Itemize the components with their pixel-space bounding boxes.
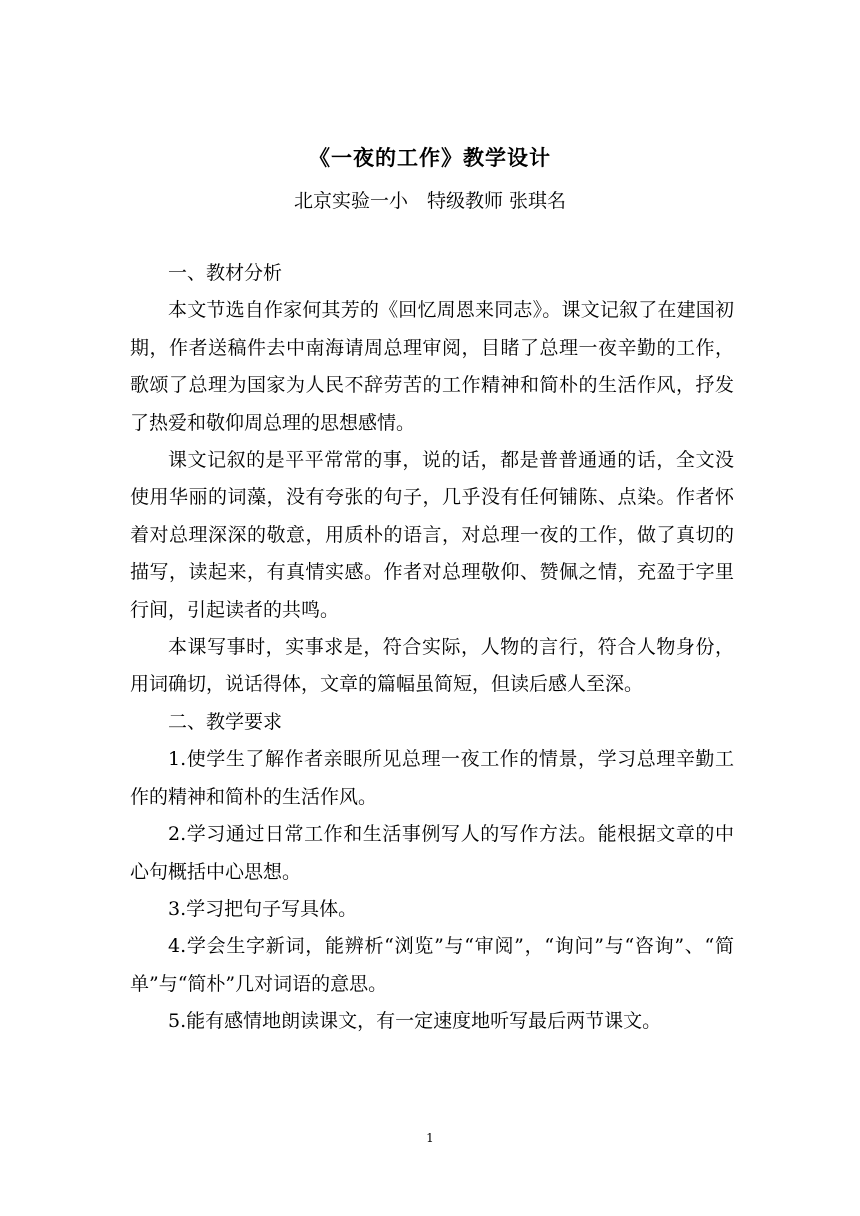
page-number: 1 [426,1131,434,1145]
document-title: 《一夜的工作》教学设计 [309,145,551,170]
paragraph: 课文记叙的是平平常常的事，说的话，都是普普通通的话，全文没使用华丽的词藻，没有夸张的句子，几乎没有任何铺陈、点染。作者怀着对总理深深的敬意，用质朴的语言，对总理一夜的工作，做了真切的描写，读起来，有真情实感。作者对总理敬仰、赞佩之情，充盈于字里行间，引起读者的共鸣。 [130,449,734,621]
list-item: 4.学会生字新词，能辨析“浏览”与“审阅”，“询问”与“咨询”、“简单”与“简朴”几对词语的意思。 [130,935,734,995]
paragraph: 本课写事时，实事求是，符合实际，人物的言行，符合人物身份，用词确切，说话得体，文章的篇幅虽简短，但读后感人至深。 [130,636,734,696]
list-item: 3.学习把句子写具体。 [168,897,358,920]
document-subtitle: 北京实验一小 特级教师 张琪名 [293,190,567,212]
section-heading: 二、教学要求 [168,710,283,733]
list-item: 1.使学生了解作者亲眼所见总理一夜工作的情景，学习总理辛勤工作的精神和简朴的生活作风。 [130,748,734,808]
document-body [130,255,734,1041]
section-heading: 一、教材分析 [168,262,283,284]
list-item: 5.能有感情地朗读课文，有一定速度地听写最后两节课文。 [168,1010,662,1033]
paragraph: 本文节选自作家何其芳的《回忆周恩来同志》。课文记叙了在建国初期，作者送稿件去中南海请周总理审阅，目睹了总理一夜辛勤的工作，歌颂了总理为国家为人民不辞劳苦的工作精神和简朴的生活作风，抒发了热爱和敬仰周总理的思想感情。 [130,299,734,434]
list-item: 2.学习通过日常工作和生活事例写人的写作方法。能根据文章的中心句概括中心思想。 [130,823,734,883]
